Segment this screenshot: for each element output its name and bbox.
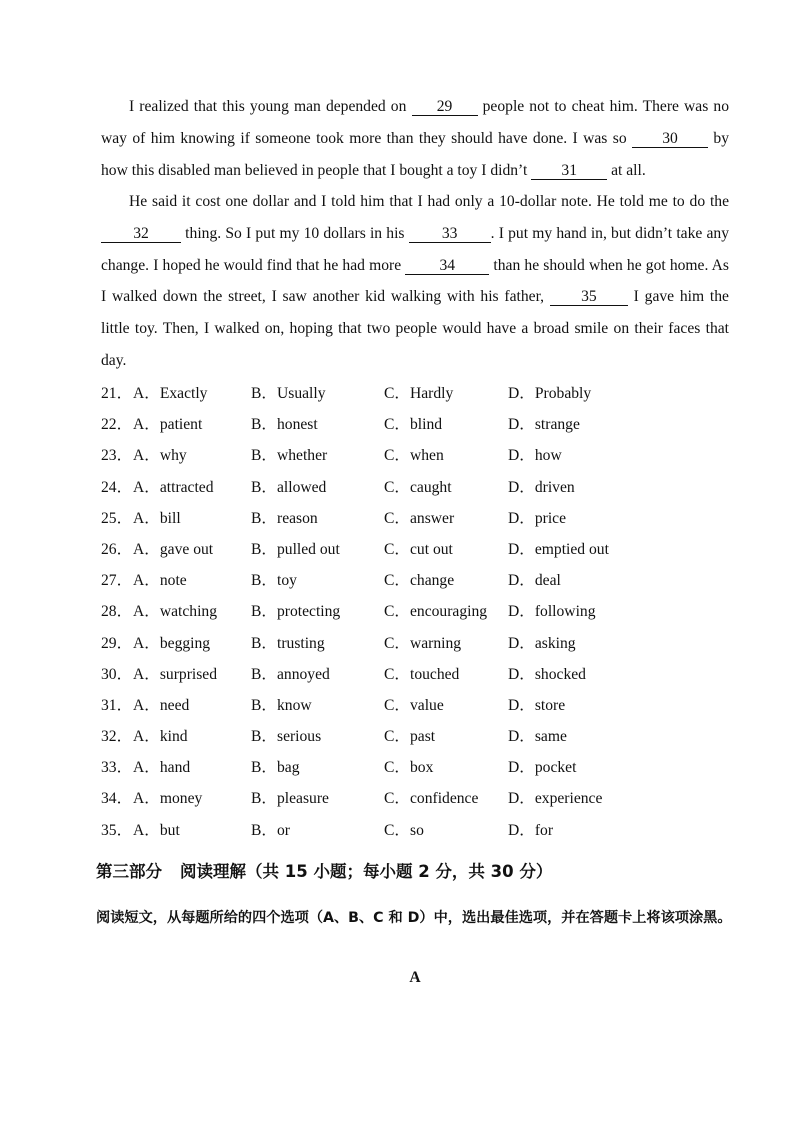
option-c: C．confidence: [384, 790, 479, 808]
option-d: D．store: [508, 696, 566, 714]
section-instruction: 阅读短文，从每题所给的四个选项（A、B、C 和 D）中，选出最佳选项，并在答题卡上将该项涂黑。: [96, 910, 732, 926]
option-c: C．encouraging: [384, 603, 488, 621]
question-row: [101, 503, 741, 534]
question-row: [101, 534, 741, 565]
passage-label: A: [409, 969, 421, 986]
option-b: B．serious: [251, 728, 322, 746]
question-number: 25．: [101, 509, 133, 527]
option-c: C．touched: [384, 665, 460, 683]
option-a: A．why: [133, 447, 187, 465]
passage-text: . I put my hand in, but didn’t take any change. I hoped he would find that he had more: [101, 224, 729, 274]
option-b: B．know: [251, 696, 312, 714]
option-d: D．for: [508, 821, 554, 839]
question-row: [101, 565, 741, 596]
option-c: C．past: [384, 728, 436, 746]
option-d: D．Probably: [508, 385, 592, 402]
option-d: D．driven: [508, 478, 575, 496]
option-a: A．watching: [133, 603, 218, 621]
option-a: A．note: [133, 572, 187, 590]
option-c: C．box: [384, 759, 434, 777]
question-number: 32．: [101, 728, 133, 746]
option-d: D．deal: [508, 572, 561, 590]
option-c: C．value: [384, 696, 444, 714]
question-options-list: [101, 378, 741, 846]
passage-text: I gave him the little toy. Then, I walked on, hoping that two people would have a broad smile on their faces that day.: [101, 288, 729, 369]
option-c: C．so: [384, 821, 424, 839]
question-number: 30．: [101, 665, 133, 683]
question-number: 28．: [101, 603, 133, 621]
blank-33: 33: [409, 225, 491, 243]
question-number: 33．: [101, 759, 133, 777]
option-b: B．or: [251, 821, 290, 839]
option-c: C．cut out: [384, 540, 453, 558]
question-row: [101, 815, 741, 846]
option-b: B．reason: [251, 509, 318, 527]
option-a: A．gave out: [133, 540, 214, 558]
passage-text: I realized that this young man depended on: [129, 98, 412, 115]
option-d: D．same: [508, 728, 567, 746]
option-a: A．need: [133, 696, 190, 714]
question-number: 29．: [101, 634, 133, 652]
option-d: D．asking: [508, 634, 576, 652]
passage-paragraph-2: [101, 186, 729, 377]
passage-text: He said it cost one dollar and I told him that I had only a 10-dollar note. He told me to do the: [129, 193, 729, 210]
passage-text: by how this disabled man believed in people that I bought a toy I didn’t: [101, 129, 729, 179]
option-a: A．patient: [133, 416, 203, 434]
option-b: B．whether: [251, 447, 328, 465]
question-number: 24．: [101, 478, 133, 496]
passage-paragraph-1: [101, 91, 729, 186]
question-number: 35．: [101, 821, 133, 839]
option-c: C．blind: [384, 416, 443, 434]
option-d: D．following: [508, 603, 596, 621]
option-a: A．surprised: [133, 665, 218, 683]
blank-32: 32: [101, 225, 181, 243]
question-row: [101, 659, 741, 690]
option-c: C．answer: [384, 509, 455, 527]
blank-35: 35: [550, 288, 628, 306]
passage-text: thing. So I put my 10 dollars in his: [181, 224, 409, 242]
question-row: [101, 472, 741, 503]
question-number: 31．: [101, 696, 133, 714]
question-number: 21．: [101, 385, 133, 402]
option-a: A．attracted: [133, 478, 214, 496]
question-row: [101, 378, 741, 409]
option-d: D．emptied out: [508, 540, 609, 558]
option-b: B．bag: [251, 759, 300, 777]
question-number: 23．: [101, 447, 133, 465]
option-a: A．but: [133, 821, 180, 839]
option-c: C．when: [384, 447, 444, 465]
option-b: B．pleasure: [251, 790, 329, 808]
question-row: [101, 596, 741, 627]
question-row: [101, 628, 741, 659]
option-b: B．annoyed: [251, 665, 330, 683]
question-number: 34．: [101, 790, 133, 808]
option-c: C．change: [384, 572, 455, 590]
question-row: [101, 440, 741, 471]
option-d: D．experience: [508, 790, 603, 808]
question-number: 27．: [101, 572, 133, 590]
option-b: B．toy: [251, 572, 297, 590]
option-a: A．kind: [133, 728, 188, 746]
option-b: B．protecting: [251, 603, 341, 621]
option-d: D．price: [508, 509, 567, 527]
option-b: B．allowed: [251, 478, 327, 496]
question-row: [101, 721, 741, 752]
question-row: [101, 783, 741, 814]
option-d: D．how: [508, 447, 562, 465]
blank-29: 29: [412, 98, 478, 116]
passage-text: people not to cheat him. There was no way of him knowing if someone took more than they should have done. I was so: [101, 98, 729, 147]
option-a: A．Exactly: [133, 385, 208, 402]
question-number: 22．: [101, 416, 133, 434]
question-number: 26．: [101, 540, 133, 558]
option-a: A．bill: [133, 509, 181, 527]
blank-31: 31: [531, 162, 607, 180]
option-b: B．honest: [251, 416, 318, 434]
option-c: C．warning: [384, 634, 462, 652]
option-b: B．Usually: [251, 385, 326, 402]
section-title: 阅读理解（共 15 小题；每小题 2 分，共 30 分）: [180, 862, 553, 881]
blank-30: 30: [632, 130, 708, 148]
option-c: C．Hardly: [384, 385, 454, 402]
passage-text: than he should when he got home. As I walked down the street, I saw another kid walking with his father,: [101, 256, 729, 306]
option-d: D．shocked: [508, 665, 586, 683]
question-row: [101, 752, 741, 783]
option-d: D．strange: [508, 416, 580, 434]
option-a: A．begging: [133, 634, 211, 652]
section-heading: [96, 858, 552, 886]
option-a: A．hand: [133, 759, 191, 777]
option-a: A．money: [133, 790, 203, 808]
question-row: [101, 409, 741, 440]
passage-text: at all.: [607, 161, 646, 179]
question-row: [101, 690, 741, 721]
option-b: B．pulled out: [251, 540, 340, 558]
option-b: B．trusting: [251, 634, 325, 652]
option-c: C．caught: [384, 478, 452, 496]
section-name: 第三部分: [96, 862, 162, 881]
option-d: D．pocket: [508, 759, 577, 777]
blank-34: 34: [405, 257, 489, 275]
